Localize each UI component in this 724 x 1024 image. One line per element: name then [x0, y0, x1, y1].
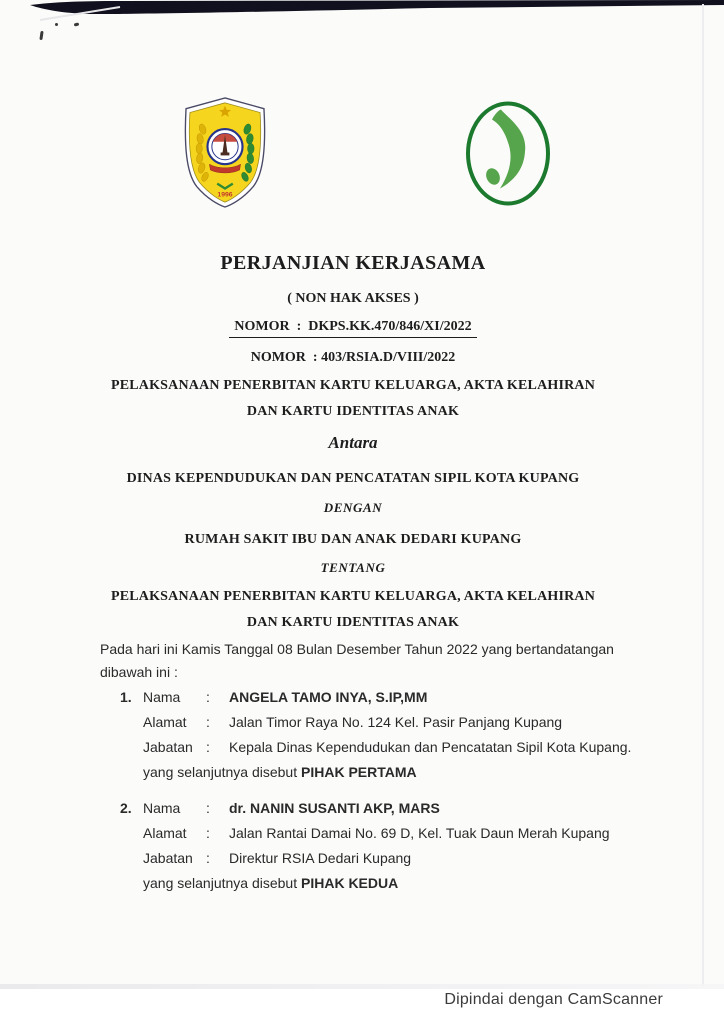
party-1-position-value: Kepala Dinas Kependudukan dan Pencatatan Sipil Kota Kupang.: [229, 739, 632, 755]
party-2-details: [120, 796, 610, 896]
colon-separator: :: [206, 800, 210, 816]
address-label: Alamat: [143, 714, 187, 730]
with-word: DENGAN: [323, 500, 383, 515]
crest-year-text: 1996: [217, 191, 233, 199]
party-2-position-row: [120, 846, 610, 871]
agreement-number-first-party-text: NOMOR : DKPS.KK.470/846/XI/2022: [229, 318, 476, 338]
colon-separator: :: [206, 739, 210, 755]
designation-prefix: yang selanjutnya disebut: [143, 764, 301, 780]
between-word: Antara: [328, 433, 378, 452]
second-party-name: RUMAH SAKIT IBU DAN ANAK DEDARI KUPANG: [184, 532, 522, 547]
agreement-number-first-party: [0, 318, 706, 338]
opening-line-1: Pada hari ini Kamis Tanggal 08 Bulan Desember Tahun 2022 yang bertandatangan: [100, 641, 614, 657]
party-1-name-row: [120, 685, 631, 710]
scanner-note: Dipindai dengan CamScanner: [444, 991, 663, 1008]
colon-separator: :: [206, 825, 210, 841]
party-2-address-value: Jalan Rantai Damai No. 69 D, Kel. Tuak Daun Merah Kupang: [229, 825, 610, 841]
party-2-address-row: [120, 821, 610, 846]
party-1-name-value: ANGELA TAMO INYA, S.IP,MM: [229, 689, 428, 705]
party-1-address-row: [120, 710, 631, 735]
agreement-number-second-party: NOMOR : 403/RSIA.D/VIII/2022: [250, 350, 456, 365]
document-subtitle: ( NON HAK AKSES ): [287, 291, 419, 306]
about-line-2: DAN KARTU IDENTITAS ANAK: [246, 615, 460, 630]
party-2-name-value: dr. NANIN SUSANTI AKP, MARS: [229, 800, 440, 816]
party-1-position-row: [120, 735, 631, 760]
position-label: Jabatan: [143, 739, 193, 755]
opening-paragraph: [100, 638, 614, 684]
colon-separator: :: [206, 714, 210, 730]
party-1-details: [120, 685, 631, 785]
list-index: 2.: [120, 800, 132, 816]
opening-line-2: dibawah ini :: [100, 664, 178, 680]
name-label: Nama: [143, 689, 181, 705]
scanner-footer-strip: [0, 989, 724, 1024]
address-label: Alamat: [143, 825, 187, 841]
document-title: PERJANJIAN KERJASAMA: [220, 252, 486, 274]
colon-separator: :: [206, 850, 210, 866]
position-label: Jabatan: [143, 850, 193, 866]
party-2-position-value: Direktur RSIA Dedari Kupang: [229, 850, 412, 866]
about-word: TENTANG: [320, 560, 386, 575]
subject-line-2: DAN KARTU IDENTITAS ANAK: [246, 404, 460, 419]
about-line-1: PELAKSANAAN PENERBITAN KARTU KELUARGA, AKTA KELAHIRAN: [110, 589, 596, 604]
party-1-designation-name: PIHAK PERTAMA: [301, 764, 417, 780]
list-index: 1.: [120, 689, 132, 705]
party-2-name-row: [120, 796, 610, 821]
colon-separator: :: [206, 689, 210, 705]
party-1-address-value: Jalan Timor Raya No. 124 Kel. Pasir Panjang Kupang: [229, 714, 563, 730]
party-2-designation: [143, 871, 610, 896]
name-label: Nama: [143, 800, 181, 816]
party-2-designation-name: PIHAK KEDUA: [301, 875, 399, 891]
party-1-designation: [143, 760, 631, 785]
first-party-name: DINAS KEPENDUDUKAN DAN PENCATATAN SIPIL KOTA KUPANG: [126, 471, 580, 486]
designation-prefix: yang selanjutnya disebut: [143, 875, 301, 891]
subject-line-1: PELAKSANAAN PENERBITAN KARTU KELUARGA, AKTA KELAHIRAN: [110, 378, 596, 393]
